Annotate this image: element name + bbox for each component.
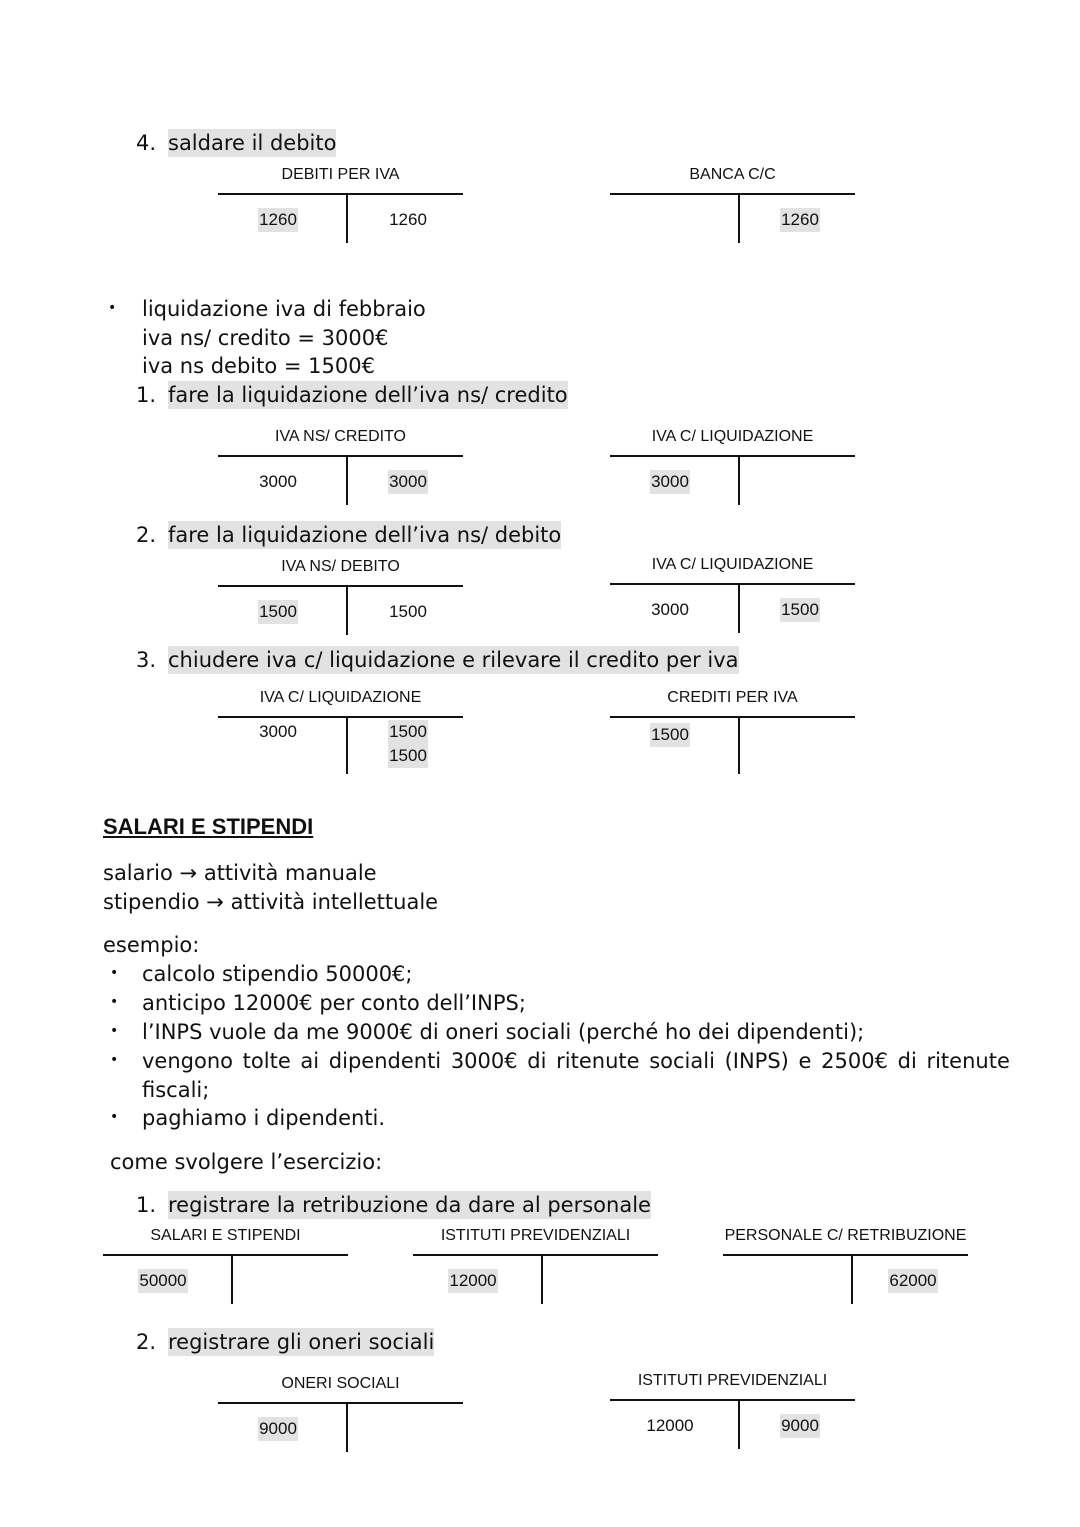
credit-value: 1500 bbox=[388, 720, 428, 744]
debit-value: 1500 bbox=[258, 600, 298, 624]
account-vline bbox=[738, 457, 740, 505]
account-vline bbox=[231, 1256, 233, 1304]
account-hline bbox=[413, 1254, 658, 1256]
account-name: IVA C/ LIQUIDAZIONE bbox=[651, 428, 814, 445]
arrow-icon: → bbox=[179, 861, 198, 885]
t-account-salari-stipendi bbox=[103, 1227, 348, 1317]
t-account-istituti-previdenziali bbox=[413, 1227, 658, 1317]
account-hline bbox=[610, 1399, 855, 1401]
definition-text: attività manuale bbox=[203, 861, 377, 885]
step-text: saldare il debito bbox=[168, 131, 337, 155]
credit-value: 3000 bbox=[388, 470, 428, 494]
bullet-icon: • bbox=[110, 965, 119, 981]
credit-value: 1500 bbox=[780, 598, 820, 622]
credit-value: 1260 bbox=[780, 208, 820, 232]
account-name: IVA C/ LIQUIDAZIONE bbox=[259, 689, 422, 706]
credit-value: 1500 bbox=[389, 602, 427, 621]
t-account-iva-ns-credito bbox=[218, 428, 463, 518]
step-text: fare la liquidazione dell’iva ns/ debito bbox=[168, 523, 562, 547]
account-hline bbox=[610, 583, 855, 585]
instructions-label: come svolgere l’esercizio: bbox=[110, 1150, 383, 1174]
text-line: iva ns/ credito = 3000€ bbox=[142, 326, 389, 350]
t-account-crediti-per-iva bbox=[610, 689, 855, 789]
step-number: 1. bbox=[136, 1193, 157, 1217]
account-hline bbox=[723, 1254, 968, 1256]
account-name: ONERI SOCIALI bbox=[281, 1375, 400, 1392]
t-account-iva-liquidazione bbox=[610, 428, 855, 518]
account-name: BANCA C/C bbox=[689, 166, 776, 183]
list-item: vengono tolte ai dipendenti 3000€ di ritenute sociali (INPS) e 2500€ di ritenute bbox=[142, 1049, 1010, 1073]
account-hline bbox=[103, 1254, 348, 1256]
arrow-icon: → bbox=[206, 890, 224, 914]
account-hline bbox=[610, 193, 855, 195]
account-vline bbox=[346, 1404, 348, 1452]
debit-value: 9000 bbox=[258, 1417, 298, 1441]
account-hline bbox=[218, 585, 463, 587]
t-account-debiti-per-iva bbox=[218, 166, 463, 256]
credit-value: 62000 bbox=[888, 1269, 937, 1293]
bullet-icon: • bbox=[110, 994, 119, 1010]
credit-value: 1260 bbox=[389, 210, 427, 229]
definition-text: attività intellettuale bbox=[230, 890, 439, 914]
debit-value: 3000 bbox=[259, 722, 297, 741]
t-account-oneri-sociali bbox=[218, 1375, 463, 1465]
debit-value: 12000 bbox=[448, 1269, 497, 1293]
t-account-iva-liquidazione bbox=[218, 689, 463, 789]
debit-value: 1260 bbox=[258, 208, 298, 232]
definition-salario bbox=[103, 859, 377, 887]
step-text: chiudere iva c/ liquidazione e rilevare il credito per iva bbox=[168, 648, 739, 672]
t-account-istituti-previdenziali bbox=[610, 1372, 855, 1462]
step-number: 4. bbox=[136, 131, 157, 155]
account-hline bbox=[610, 455, 855, 457]
bullet-icon: • bbox=[110, 1052, 119, 1068]
debit-value: 3000 bbox=[651, 600, 689, 619]
account-hline bbox=[218, 1402, 463, 1404]
debit-value: 12000 bbox=[646, 1416, 694, 1435]
account-vline bbox=[738, 718, 740, 774]
account-hline bbox=[218, 455, 463, 457]
text-line: iva ns debito = 1500€ bbox=[142, 354, 375, 378]
example-label: esempio: bbox=[103, 933, 200, 957]
t-account-iva-ns-debito bbox=[218, 558, 463, 648]
list-item: anticipo 12000€ per conto dell’INPS; bbox=[142, 991, 526, 1015]
list-item: calcolo stipendio 50000€; bbox=[142, 962, 413, 986]
account-name: IVA NS/ CREDITO bbox=[275, 428, 406, 445]
account-name: ISTITUTI PREVIDENZIALI bbox=[637, 1372, 828, 1389]
credit-value: 9000 bbox=[780, 1414, 820, 1438]
t-account-iva-liquidazione bbox=[610, 556, 855, 646]
definition-word: salario bbox=[103, 861, 173, 885]
debit-value: 1500 bbox=[650, 723, 690, 747]
t-account-banca bbox=[610, 166, 855, 256]
list-item-continuation: fiscali; bbox=[142, 1078, 210, 1102]
account-name: IVA C/ LIQUIDAZIONE bbox=[651, 556, 814, 573]
definition-stipendio bbox=[103, 888, 438, 916]
bullet-icon: • bbox=[110, 1023, 119, 1039]
step-number: 3. bbox=[136, 648, 157, 672]
account-name: IVA NS/ DEBITO bbox=[281, 558, 400, 575]
debit-value: 3000 bbox=[259, 472, 297, 491]
bullet-icon: • bbox=[110, 1109, 119, 1125]
account-name: SALARI E STIPENDI bbox=[150, 1227, 301, 1244]
text-line: liquidazione iva di febbraio bbox=[142, 297, 426, 321]
account-vline bbox=[541, 1256, 543, 1304]
step-number: 1. bbox=[136, 383, 157, 407]
account-name: PERSONALE C/ RETRIBUZIONE bbox=[724, 1227, 967, 1244]
step-text: fare la liquidazione dell’iva ns/ credito bbox=[168, 383, 568, 407]
bullet-icon: • bbox=[108, 300, 117, 316]
debit-value: 3000 bbox=[650, 470, 690, 494]
step-text: registrare la retribuzione da dare al personale bbox=[168, 1193, 651, 1217]
account-name: DEBITI PER IVA bbox=[281, 166, 400, 183]
list-item: l’INPS vuole da me 9000€ di oneri sociali (perché ho dei dipendenti); bbox=[142, 1020, 865, 1044]
account-name: CREDITI PER IVA bbox=[667, 689, 798, 706]
list-item: paghiamo i dipendenti. bbox=[142, 1106, 386, 1130]
step-number: 2. bbox=[136, 523, 157, 547]
step-number: 2. bbox=[136, 1330, 157, 1354]
account-hline bbox=[218, 193, 463, 195]
t-account-personale-retribuzione bbox=[723, 1227, 968, 1317]
account-hline bbox=[610, 716, 855, 718]
section-title: SALARI E STIPENDI bbox=[103, 814, 314, 839]
definition-word: stipendio bbox=[103, 890, 200, 914]
credit-value: 1500 bbox=[388, 744, 428, 768]
account-hline bbox=[218, 716, 463, 718]
step-text: registrare gli oneri sociali bbox=[168, 1330, 435, 1354]
debit-value: 50000 bbox=[138, 1269, 187, 1293]
account-name: ISTITUTI PREVIDENZIALI bbox=[440, 1227, 631, 1244]
